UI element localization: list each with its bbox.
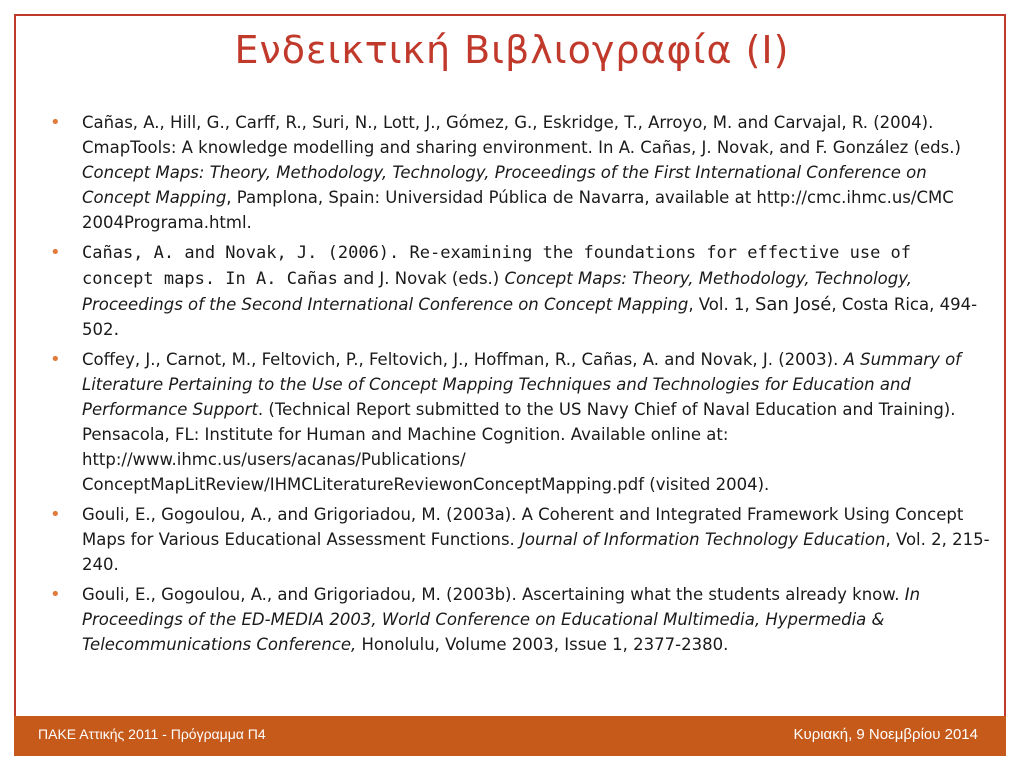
reference-text-segment: Cañas, A., Hill, G., Carff, R., Suri, N., Lott, J., Gómez, G., Eskridge, T., Arroyo, M. and Carvajal, R. (2004). CmapTools: A knowledge modelling and sharing environment. In A. Cañas, J. Novak, and F. González (eds.)	[82, 113, 961, 157]
bullet-icon: •	[50, 112, 61, 133]
bullet-icon: •	[50, 504, 61, 525]
reference-text-segment: Coffey, J., Carnot, M., Feltovich, P., Feltovich, J., Hoffman, R., Cañas, A. and Novak, J. (2003).	[82, 350, 844, 369]
reference-text-segment: .	[113, 319, 120, 340]
reference-text-segment: Journal of Information Technology Education	[520, 530, 886, 549]
reference-text-segment: Gouli, E., Gogoulou, A., and Grigoriadou, M. (2003a). A Coherent and Integrated Framework Using Concept Maps for Various Educational Assessment Functions.	[82, 505, 964, 549]
reference-text-segment: , Vol. 1,	[688, 295, 755, 314]
reference-item	[46, 347, 990, 497]
slide-title: Ενδεικτική Βιβλιογραφία (Ι)	[234, 28, 790, 72]
reference-text-segment: Concept Maps: Theory, Methodology, Technology, Proceedings of the Second International Conference on Concept Mapping	[82, 269, 912, 314]
reference-text-segment: Concept Maps: Theory, Methodology, Technology, Proceedings of the First International Conference on Concept Mapping	[82, 163, 927, 207]
reference-item	[46, 502, 990, 577]
reference-text-segment: , Vol. 2, 215-240.	[82, 530, 990, 574]
reference-item	[46, 582, 990, 657]
reference-text-segment: , Pamplona, Spain: Universidad Pública de Navarra, available at http://cmc.ihmc.us/CMC 2004Programa.html.	[82, 188, 954, 232]
reference-text-segment: Gouli, E., Gogoulou, A., and Grigoriadou, M. (2003b). Ascertaining what the students already know.	[82, 585, 905, 604]
bullet-icon: •	[50, 349, 61, 370]
reference-item	[46, 240, 990, 342]
reference-text-segment: , Costa Rica, 494-502	[82, 295, 978, 339]
reference-text-segment: A Summary of Literature Pertaining to the Use of Concept Mapping Techniques and Technologies for Education and Performance Support	[82, 350, 961, 419]
reference-text-segment: San José	[754, 294, 832, 315]
reference-text-segment: Honolulu, Volume 2003, Issue 1, 2377-2380.	[356, 635, 729, 654]
reference-item	[46, 110, 990, 235]
footer-left-text: ΠΑΚΕ Αττικής 2011 - Πρόγραμμα Π4	[38, 726, 266, 742]
reference-text-segment: . (Technical Report submitted to the US Navy Chief of Naval Education and Training). Pensacola, FL: Institute for Human and Machine Cognition. Available online at: http://www.ihmc.us/users/acanas/Publications/ ConceptMapLitReview/IHMCLiteratureReviewonConceptMapping.pdf (visited 2004).	[82, 400, 956, 494]
bullet-icon: •	[50, 242, 61, 263]
reference-text-segment: Cañas, A. and Novak, J. (2006). Re-examining the foundations for effective use of concept maps. In A. Cañas	[82, 243, 912, 289]
footer-date: Κυριακή, 9 Νοεμβρίου 2014	[793, 726, 978, 743]
bullet-icon: •	[50, 584, 61, 605]
reference-text-segment: and J. Novak (eds.)	[337, 269, 505, 288]
reference-text-segment: In Proceedings of the ED-MEDIA 2003, World Conference on Educational Multimedia, Hypermedia & Telecommunications Conference,	[82, 585, 921, 654]
reference-list	[46, 110, 990, 662]
